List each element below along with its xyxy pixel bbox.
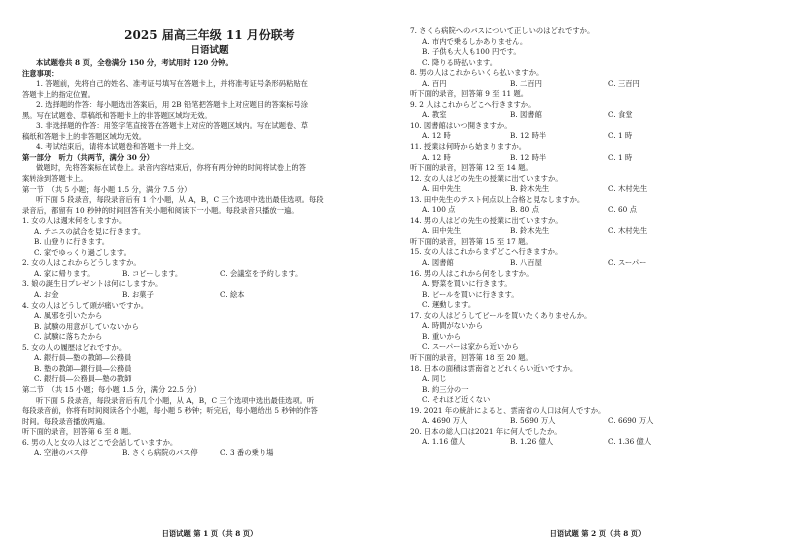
question-18-option-b: B. 約三分の一 xyxy=(422,384,469,394)
section1-instruction: 听下面 5 段录音，每段录音后有 1 个小题，从 A，B，C 三个选项中选出最佳选项。每段 xyxy=(36,195,324,205)
question-4-option-c: C. 試験に落ちたから xyxy=(34,332,103,342)
question-4-stem: 4. 女の人はどうして頭が痛いですか。 xyxy=(22,300,149,310)
question-9-option-c: C. 食堂 xyxy=(608,110,633,120)
question-3-option-b: B. お菓子 xyxy=(122,290,154,300)
question-6-options xyxy=(22,448,397,459)
question-16-option-c: C. 運動します。 xyxy=(422,300,476,310)
question-17-option-b: B. 重いから xyxy=(422,331,462,341)
notice-line: 1. 答题前，先将自己的姓名、准考证号填写在答题卡上，并将准考证号条形码粘贴在 xyxy=(36,79,308,89)
question-18-option-a: A. 同じ xyxy=(422,374,447,384)
question-18-stem: 18. 日本の面積は雲南省とどれくらい近いですか。 xyxy=(410,363,578,373)
page-1 xyxy=(22,0,397,551)
question-16-option-a: A. 野菜を買いに行きます。 xyxy=(422,279,512,289)
question-9-option-b: B. 図書館 xyxy=(510,110,542,120)
exam-title: 2025 届高三年级 11 月份联考 xyxy=(124,28,295,42)
section1-heading: 第一节 （共 5 小题；每小题 1.5 分，满分 7.5 分） xyxy=(22,184,192,194)
question-8-stem: 8. 男の人はこれからいくら払いますか。 xyxy=(410,68,544,78)
exam-intro: 本试题卷共 8 页，全卷满分 150 分，考试用时 120 分钟。 xyxy=(36,58,233,67)
question-12-options xyxy=(410,184,785,195)
question-10-option-a: A. 12 時 xyxy=(422,131,451,141)
question-10-option-c: C. 1 時 xyxy=(608,131,633,141)
notice-line: 2. 选择题的作答：每小题选出答案后，用 2B 铅笔把答题卡上对应题目的答案标号涂 xyxy=(36,100,309,110)
question-11-option-a: A. 12 時 xyxy=(422,152,451,162)
question-10-option-b: B. 12 時半 xyxy=(510,131,547,141)
listening-instruction: 听下面的录音，回答第 12 至 14 题。 xyxy=(410,163,533,173)
question-12-option-c: C. 木村先生 xyxy=(608,184,648,194)
question-16-option-b: B. ビールを買いに行きます。 xyxy=(422,289,519,299)
question-17-stem: 17. 女の人はどうしてビールを買いたくありませんか。 xyxy=(410,310,592,320)
question-15-option-a: A. 図書館 xyxy=(422,258,454,268)
question-1-option-b: B. 山登りに行きます。 xyxy=(34,237,110,247)
question-5-option-a: A. 銀行員―塾の教師―公務員 xyxy=(34,353,132,363)
question-5-option-c: C. 銀行員―公務員―塾の教師 xyxy=(34,374,132,384)
question-11-option-b: B. 12 時半 xyxy=(510,152,547,162)
section2-heading: 第二节 （共 15 小题；每小题 1.5 分，满分 22.5 分） xyxy=(22,384,201,394)
question-6-option-a: A. 空港のバス停 xyxy=(34,448,88,458)
question-15-option-b: B. 八百屋 xyxy=(510,258,542,268)
question-19-option-b: B. 5690 万人 xyxy=(510,416,556,426)
question-2-stem: 2. 女の人はこれからどうしますか。 xyxy=(22,258,141,268)
question-20-option-a: A. 1.16 億人 xyxy=(422,437,466,447)
question-19-option-c: C. 6690 万人 xyxy=(608,416,654,426)
part1-instruction: 做题时，先将答案标在试卷上。录音内容结束后，你将有两分钟的时间将试卷上的答 xyxy=(36,163,306,173)
listening-instruction: 听下面的录音，回答第 18 至 20 题。 xyxy=(410,352,533,362)
question-9-stem: 9. 2 人はこれからどこへ行きますか。 xyxy=(410,99,536,109)
section2-instruction: 听下面 5 段录音，每段录音后有几个小题，从 A，B，C 三个选项中选出最佳选项。听 xyxy=(36,395,315,405)
question-7-option-c: C. 降りる時払います。 xyxy=(422,57,498,67)
listening-instruction: 听下面的录音，回答第 9 至 11 题。 xyxy=(410,89,529,99)
question-19-options xyxy=(410,416,785,427)
question-11-stem: 11. 授業は何時から始まりますか。 xyxy=(410,142,527,152)
question-14-stem: 14. 男の人はどの先生の授業に出ていますか。 xyxy=(410,215,563,225)
question-6-option-c: C. 3 番の乗り場 xyxy=(220,448,274,458)
question-11-option-c: C. 1 時 xyxy=(608,152,633,162)
question-12-stem: 12. 女の人はどの先生の授業に出ていますか。 xyxy=(410,173,563,183)
question-15-stem: 15. 女の人はこれからまずどこへ行きますか。 xyxy=(410,247,563,257)
question-14-option-c: C. 木村先生 xyxy=(608,226,648,236)
question-13-options xyxy=(410,205,785,216)
question-14-option-b: B. 鈴木先生 xyxy=(510,226,550,236)
section2-instruction: 每段录音前，你将有时间阅读各个小题，每小题 5 秒钟；听完后，每小题给出 5 秒钟的作答 xyxy=(22,406,318,416)
question-5-option-b: B. 塾の教師―銀行員―公務員 xyxy=(34,363,132,373)
question-18-option-c: C. それほど近くない xyxy=(422,395,491,405)
notice-heading: 注意事项： xyxy=(22,68,59,78)
question-17-option-c: C. スーパーは家から近いから xyxy=(422,342,519,352)
question-7-option-b: B. 子供も大人も100 円です。 xyxy=(422,47,521,57)
question-2-options xyxy=(22,269,397,280)
question-20-stem: 20. 日本の総人口は2021 年に何人でしたか。 xyxy=(410,426,562,436)
notice-line: 答题卡上的指定位置。 xyxy=(22,89,95,99)
question-20-options xyxy=(410,437,785,448)
question-2-option-a: A. 家に帰ります。 xyxy=(34,268,95,278)
question-3-option-a: A. お金 xyxy=(34,290,59,300)
question-16-stem: 16. 男の人はこれから何をしますか。 xyxy=(410,268,534,278)
question-3-option-c: C. 絵本 xyxy=(220,290,245,300)
part1-instruction: 案转涂到答题卡上。 xyxy=(22,174,88,184)
question-4-option-b: B. 試験の用意がしていないから xyxy=(34,321,139,331)
page-2-footer: 日语试题 第 2 页（共 8 页） xyxy=(549,529,646,538)
question-8-option-c: C. 三百円 xyxy=(608,78,640,88)
page-1-footer: 日语试题 第 1 页（共 8 页） xyxy=(161,529,258,538)
section2-instruction: 时间。每段录音播放两遍。 xyxy=(22,416,110,426)
page-2 xyxy=(410,0,785,551)
listening-instruction: 听下面的录音，回答第 15 至 17 题。 xyxy=(410,236,533,246)
question-7-option-a: A. 市内で乗るしかありません。 xyxy=(422,36,528,46)
question-13-option-a: A. 100 点 xyxy=(422,205,456,215)
notice-line: 黑。写在试题卷、草稿纸和答题卡上的非答题区域均无效。 xyxy=(22,110,212,120)
question-8-option-b: B. 二百円 xyxy=(510,78,542,88)
notice-line: 3. 非选择题的作答：用签字笔直接答在答题卡上对应的答题区域内。写在试题卷、草 xyxy=(36,121,308,131)
question-9-option-a: A. 教室 xyxy=(422,110,447,120)
question-11-options xyxy=(410,153,785,164)
question-17-option-a: A. 時間がないから xyxy=(422,321,483,331)
question-10-stem: 10. 図書館はいつ開きますか。 xyxy=(410,120,512,130)
question-6-stem: 6. 男の人と女の人はどこで会話していますか。 xyxy=(22,437,178,447)
question-4-option-a: A. 風邪を引いたから xyxy=(34,311,103,321)
question-13-option-c: C. 60 点 xyxy=(608,205,637,215)
question-13-stem: 13. 田中先生のテスト何点以上合格と見なしますか。 xyxy=(410,194,585,204)
question-12-option-a: A. 田中先生 xyxy=(422,184,462,194)
question-3-stem: 3. 娘の誕生日プレゼントは何にしますか。 xyxy=(22,279,163,289)
question-15-options xyxy=(410,258,785,269)
question-1-stem: 1. 女の人は週末何をしますか。 xyxy=(22,216,127,226)
question-5-stem: 5. 女の人の履歴はどれですか。 xyxy=(22,342,127,352)
question-8-options xyxy=(410,79,785,90)
notice-line: 稿纸和答题卡上的非答题区域均无效。 xyxy=(22,131,147,141)
question-10-options xyxy=(410,131,785,142)
part1-heading: 第一部分 听力（共两节，满分 30 分） xyxy=(22,152,154,162)
section2-instruction: 听下面的录音，回答第 6 至 8 题。 xyxy=(22,427,136,437)
question-2-option-b: B. コピーします。 xyxy=(122,268,183,278)
question-8-option-a: A. 百円 xyxy=(422,78,447,88)
section1-instruction: 录音后，都留有 10 秒钟的时间回答有关小题和阅读下一小题。每段录音只播放一遍。 xyxy=(22,205,299,215)
notice-line: 4. 考试结束后，请将本试题卷和答题卡一并上交。 xyxy=(36,142,199,152)
question-9-options xyxy=(410,110,785,121)
question-19-stem: 19. 2021 年の統計によると、雲南省の人口は何人ですか。 xyxy=(410,405,606,415)
question-1-option-a: A. テニスの試合を見に行きます。 xyxy=(34,226,146,236)
page-2-body xyxy=(410,26,785,448)
exam-subject: 日语试题 xyxy=(190,45,229,56)
question-1-option-c: C. 家でゆっくり過ごします。 xyxy=(34,247,131,257)
question-15-option-c: C. スーパー xyxy=(608,258,647,268)
question-20-option-b: B. 1.26 億人 xyxy=(510,437,554,447)
question-2-option-c: C. 会議室を予約します。 xyxy=(220,268,303,278)
question-20-option-c: C. 1.36 億人 xyxy=(608,437,652,447)
question-14-option-a: A. 田中先生 xyxy=(422,226,462,236)
question-7-stem: 7. さくら病院へのバスについて正しいのはどれですか。 xyxy=(410,26,595,35)
question-12-option-b: B. 鈴木先生 xyxy=(510,184,550,194)
question-3-options xyxy=(22,290,397,301)
question-19-option-a: A. 4690 万人 xyxy=(422,416,468,426)
question-14-options xyxy=(410,226,785,237)
question-13-option-b: B. 80 点 xyxy=(510,205,539,215)
question-6-option-b: B. さくら病院のバス停 xyxy=(122,448,198,458)
